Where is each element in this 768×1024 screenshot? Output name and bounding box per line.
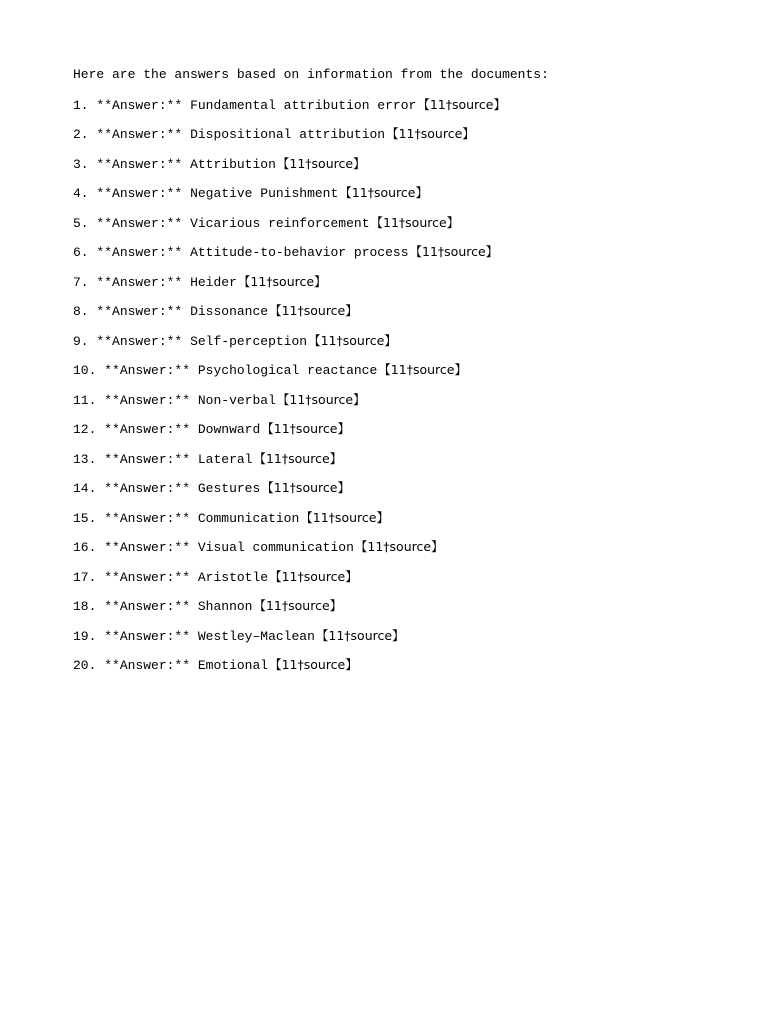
answer-prefix: **Answer:** bbox=[104, 599, 191, 614]
answer-prefix: **Answer:** bbox=[96, 97, 183, 113]
source-citation: 【11†source】 bbox=[308, 332, 397, 348]
answer-number: 18. bbox=[73, 599, 97, 614]
answer-item bbox=[73, 420, 753, 450]
answer-item bbox=[73, 184, 753, 214]
source-citation: 【11†source】 bbox=[253, 450, 343, 466]
answer-prefix: **Answer:** bbox=[96, 127, 183, 142]
answer-item bbox=[73, 538, 753, 568]
answer-text: Fundamental attribution error bbox=[190, 97, 417, 113]
answer-number: 12. bbox=[73, 422, 97, 437]
answer-item bbox=[73, 597, 753, 627]
answer-text: Dissonance bbox=[190, 304, 269, 319]
answer-text: Dispositional attribution bbox=[190, 127, 386, 142]
answer-number: 20. bbox=[73, 658, 97, 673]
answer-text: Communication bbox=[197, 510, 300, 526]
answer-text: Emotional bbox=[197, 658, 269, 673]
answer-number: 4. bbox=[73, 186, 89, 201]
answer-item bbox=[73, 302, 753, 332]
answer-number: 2. bbox=[73, 127, 89, 142]
answer-text: Visual communication bbox=[197, 540, 354, 555]
answer-prefix: **Answer:** bbox=[104, 451, 191, 467]
answer-prefix: **Answer:** bbox=[104, 510, 191, 526]
answer-number: 14. bbox=[73, 481, 97, 496]
answer-text: Westley–Maclean bbox=[197, 628, 315, 644]
answer-text: Aristotle bbox=[197, 569, 269, 585]
source-citation: 【11†source】 bbox=[386, 126, 475, 141]
answer-number: 17. bbox=[73, 569, 97, 585]
source-citation: 【11†source】 bbox=[261, 421, 350, 436]
answer-number: 8. bbox=[73, 304, 89, 319]
answer-prefix: **Answer:** bbox=[104, 363, 191, 378]
answer-number: 10. bbox=[73, 363, 97, 378]
answer-text: Shannon bbox=[197, 599, 253, 614]
source-citation: 【11†source】 bbox=[417, 96, 506, 112]
answer-item bbox=[73, 125, 753, 155]
answer-text: Heider bbox=[190, 274, 237, 290]
answer-item bbox=[73, 568, 753, 598]
answer-item bbox=[73, 509, 753, 539]
source-citation: 【11†source】 bbox=[370, 214, 460, 230]
answer-number: 7. bbox=[73, 274, 89, 290]
answer-prefix: **Answer:** bbox=[96, 215, 183, 231]
source-citation: 【11†source】 bbox=[269, 303, 358, 318]
answer-prefix: **Answer:** bbox=[96, 156, 183, 172]
answer-prefix: **Answer:** bbox=[104, 569, 191, 585]
answer-item bbox=[73, 479, 753, 509]
source-citation: 【11†source】 bbox=[269, 657, 358, 672]
answer-number: 15. bbox=[73, 510, 97, 526]
answer-text: Attribution bbox=[190, 156, 276, 172]
answer-number: 11. bbox=[73, 392, 97, 408]
answer-prefix: **Answer:** bbox=[96, 274, 183, 290]
answer-item bbox=[73, 450, 753, 480]
answer-item bbox=[73, 627, 753, 657]
source-citation: 【11†source】 bbox=[339, 185, 428, 200]
source-citation: 【11†source】 bbox=[315, 627, 405, 643]
answer-number: 16. bbox=[73, 540, 97, 555]
answer-number: 13. bbox=[73, 451, 97, 467]
answer-text: Lateral bbox=[197, 451, 253, 467]
answer-item bbox=[73, 332, 753, 362]
answer-list bbox=[73, 96, 753, 686]
answer-item bbox=[73, 273, 753, 303]
answer-number: 3. bbox=[73, 156, 89, 172]
answer-number: 6. bbox=[73, 245, 89, 260]
answer-item bbox=[73, 243, 753, 273]
answer-item bbox=[73, 155, 753, 185]
answer-text: Psychological reactance bbox=[197, 363, 378, 378]
answer-text: Non-verbal bbox=[197, 392, 276, 408]
answer-document bbox=[73, 66, 753, 686]
answer-prefix: **Answer:** bbox=[96, 245, 183, 260]
answer-text: Vicarious reinforcement bbox=[190, 215, 370, 231]
answer-prefix: **Answer:** bbox=[104, 481, 191, 496]
answer-text: Gestures bbox=[197, 481, 261, 496]
source-citation: 【11†source】 bbox=[253, 598, 343, 613]
answer-prefix: **Answer:** bbox=[96, 304, 183, 319]
answer-item bbox=[73, 391, 753, 421]
source-citation: 【11†source】 bbox=[378, 362, 467, 377]
source-citation: 【11†source】 bbox=[269, 568, 358, 584]
answer-number: 5. bbox=[73, 215, 89, 231]
answer-number: 1. bbox=[73, 97, 89, 113]
source-citation: 【11†source】 bbox=[261, 480, 350, 495]
answer-text: Attitude-to-behavior process bbox=[190, 245, 409, 260]
answer-number: 19. bbox=[73, 628, 97, 644]
answer-item bbox=[73, 361, 753, 391]
source-citation: 【11†source】 bbox=[409, 244, 499, 259]
answer-text: Self-perception bbox=[190, 333, 308, 349]
answer-number: 9. bbox=[73, 333, 89, 349]
source-citation: 【11†source】 bbox=[354, 539, 444, 554]
source-citation: 【11†source】 bbox=[300, 509, 389, 525]
answer-prefix: **Answer:** bbox=[104, 540, 191, 555]
answer-text: Downward bbox=[197, 422, 261, 437]
answer-prefix: **Answer:** bbox=[104, 658, 191, 673]
answer-text: Negative Punishment bbox=[190, 186, 339, 201]
intro-text: Here are the answers based on information from the documents: bbox=[73, 67, 549, 82]
source-citation: 【11†source】 bbox=[276, 391, 366, 407]
answer-prefix: **Answer:** bbox=[104, 422, 191, 437]
source-citation: 【11†source】 bbox=[276, 155, 366, 171]
answer-prefix: **Answer:** bbox=[96, 333, 183, 349]
source-citation: 【11†source】 bbox=[237, 273, 327, 289]
answer-prefix: **Answer:** bbox=[96, 186, 183, 201]
answer-item bbox=[73, 214, 753, 244]
answer-item bbox=[73, 656, 753, 686]
answer-item bbox=[73, 96, 753, 126]
answer-prefix: **Answer:** bbox=[104, 392, 191, 408]
answer-prefix: **Answer:** bbox=[104, 628, 191, 644]
